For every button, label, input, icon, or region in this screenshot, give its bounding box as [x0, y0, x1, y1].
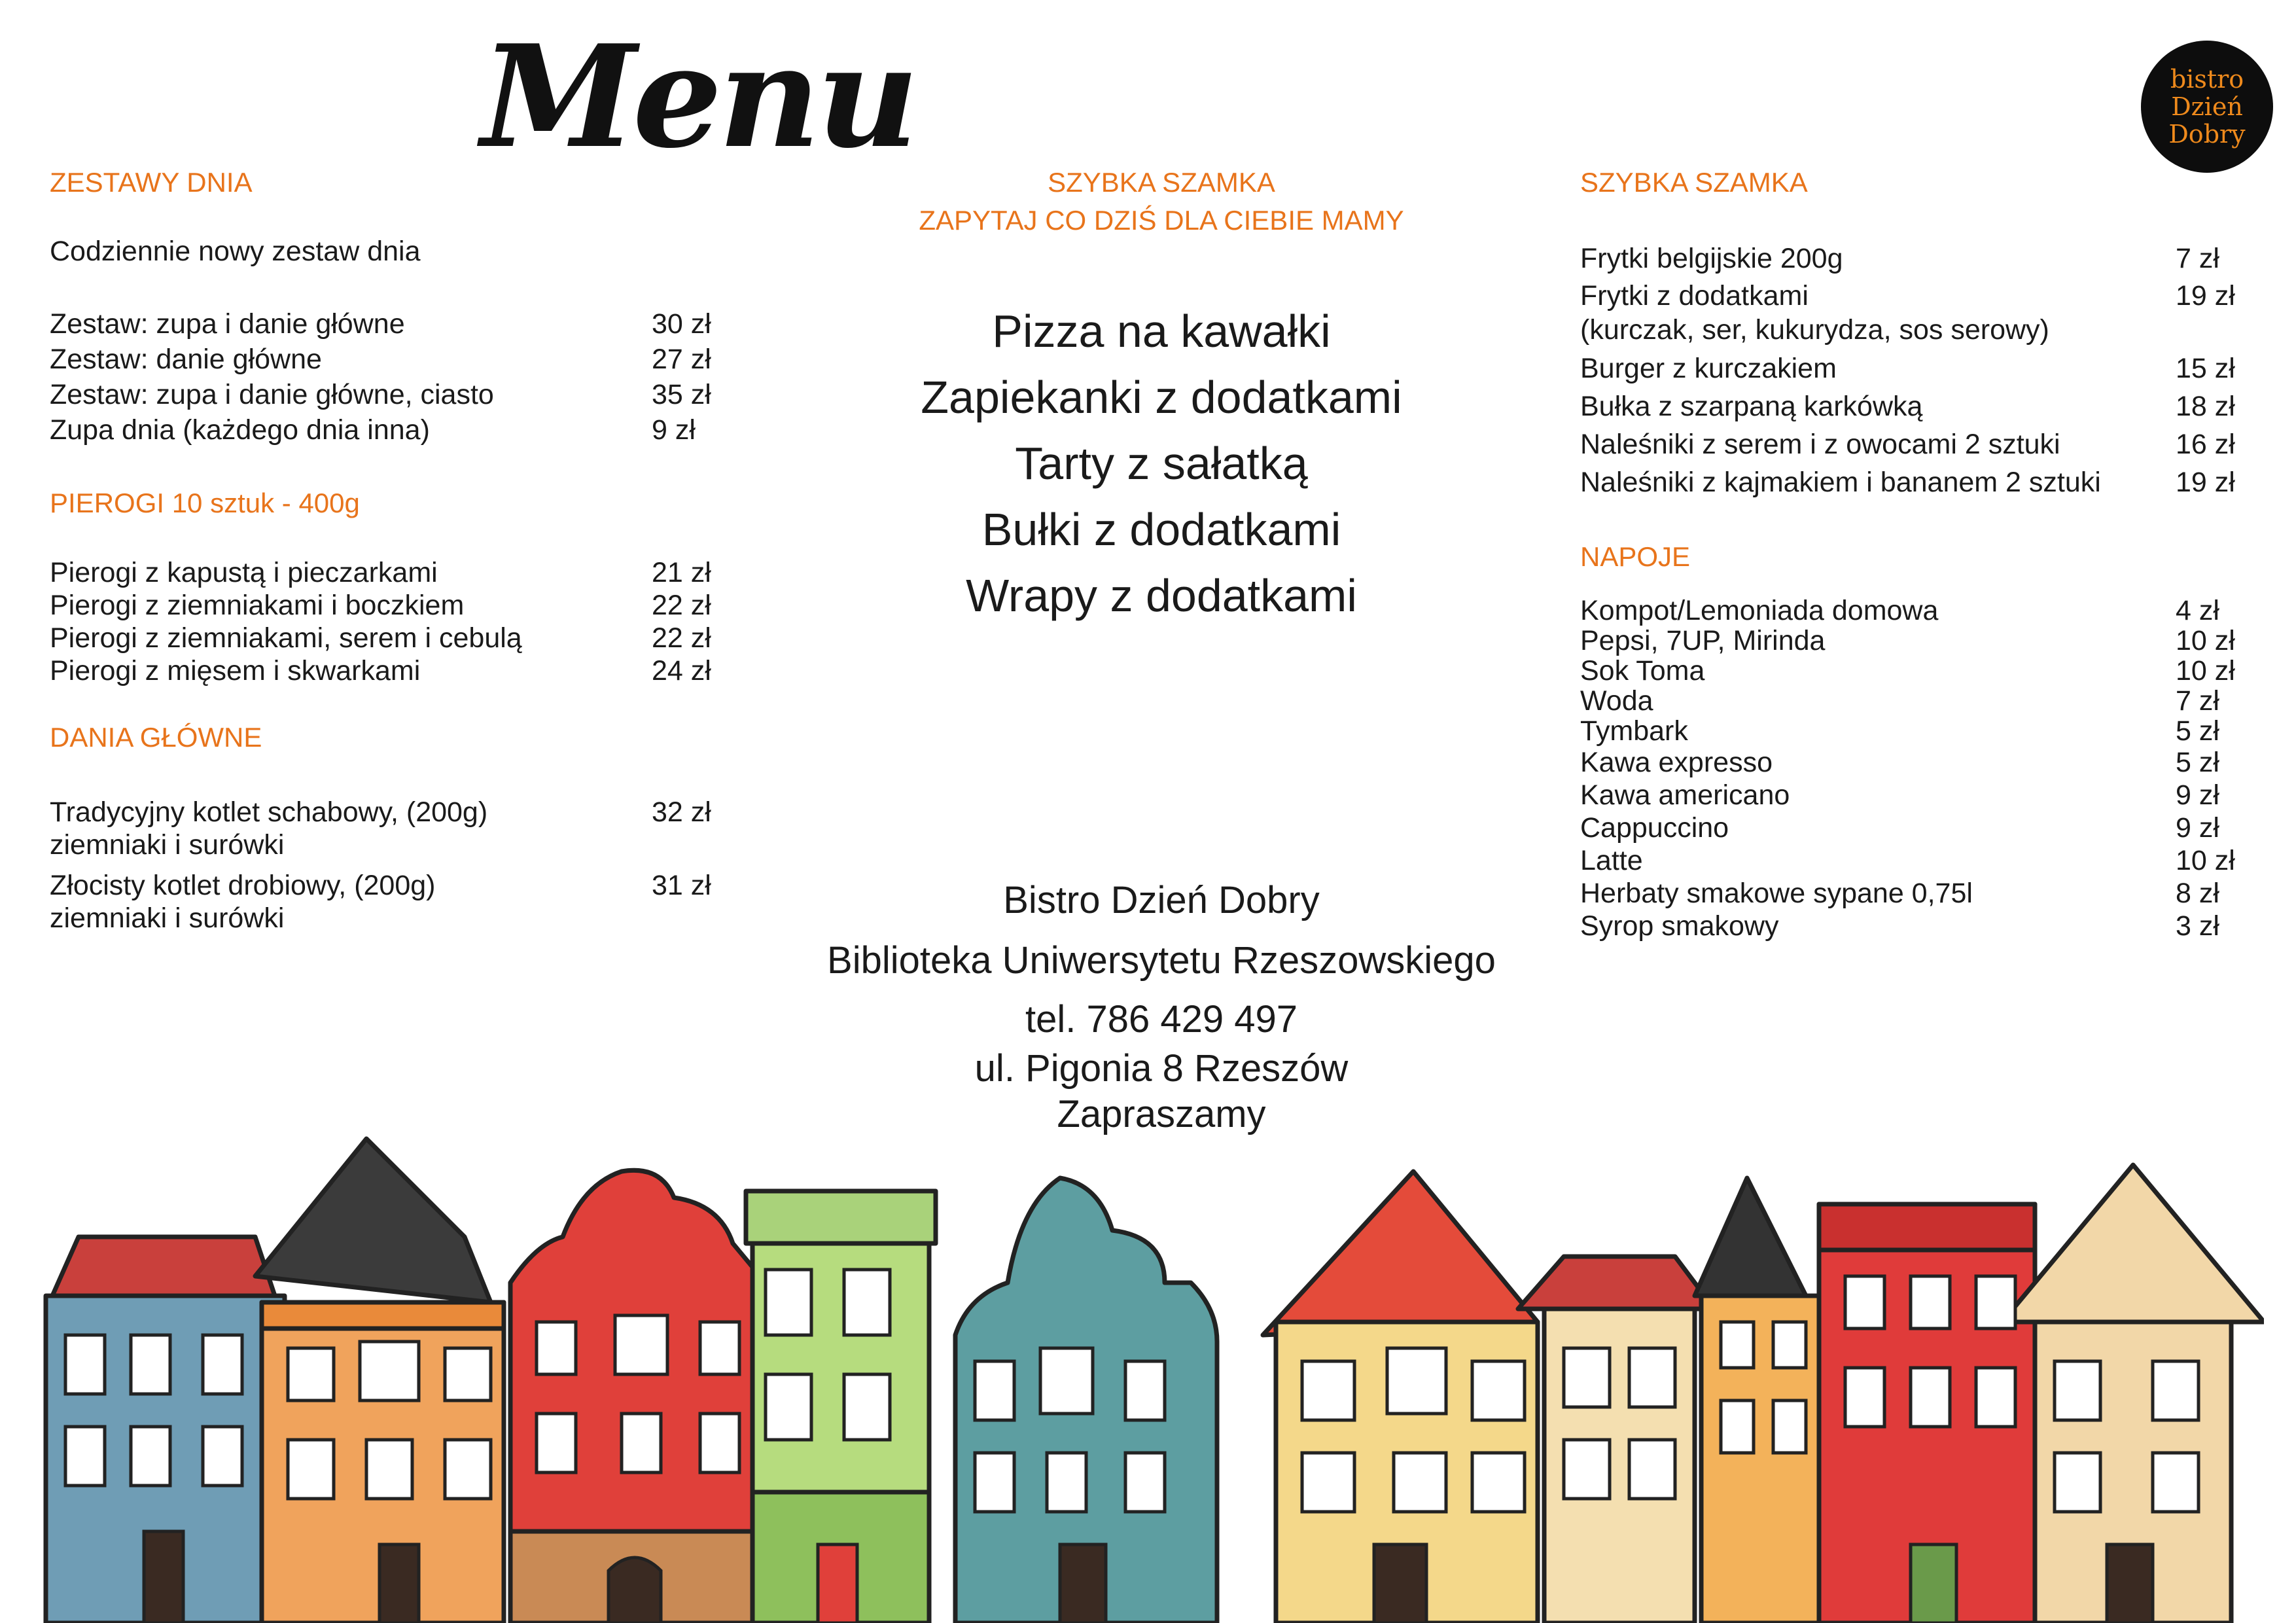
menu-item: Syrop smakowy 3 zł: [1580, 910, 2219, 942]
middle-column: [752, 164, 1570, 629]
quick-food-list: [752, 298, 1570, 629]
menu-item: Herbaty smakowe sypane 0,75l 8 zł: [1580, 878, 2219, 909]
menu-item: Kompot/Lemoniada domowa 4 zł: [1580, 595, 2219, 626]
left-column: [50, 164, 717, 935]
address: ul. Pigonia 8 Rzeszów: [974, 1047, 1349, 1090]
list-item: Pizza na kawałki: [992, 306, 1331, 357]
menu-item: Cappuccino 9 zł: [1580, 812, 2219, 844]
section-heading-napoje: NAPOJE: [1580, 541, 1691, 572]
menu-item: Naleśniki z kajmakiem i bananem 2 sztuki 19 zł: [1580, 467, 2235, 498]
logo-line: bistro: [2170, 65, 2244, 94]
menu-item: Pierogi z ziemniakami, serem i cebulą 22 zł: [50, 622, 711, 654]
menu-item: Zestaw: zupa i danie główne 30 zł: [50, 308, 711, 340]
menu-item: Pierogi z kapustą i pieczarkami 21 zł: [50, 557, 711, 588]
list-item: Tarty z sałatką: [1015, 438, 1308, 489]
menu-title: Menu: [481, 14, 915, 179]
phone: tel. 786 429 497: [1025, 998, 1298, 1041]
menu-item: Burger z kurczakiem 15 zł: [1580, 353, 2235, 384]
invite: Zapraszamy: [1057, 1093, 1266, 1135]
menu-item: Frytki belgijskie 200g 7 zł: [1580, 243, 2219, 274]
section-heading-pierogi: PIEROGI 10 sztuk - 400g: [50, 488, 360, 518]
logo-line: Dobry: [2168, 120, 2246, 149]
menu-item: Kawa expresso 5 zł: [1580, 747, 2219, 778]
section-heading-szamka: SZYBKA SZAMKA: [1580, 167, 1808, 198]
place-name: Biblioteka Uniwersytetu Rzeszowskiego: [827, 939, 1496, 982]
list-item: Zapiekanki z dodatkami: [921, 372, 1402, 423]
menu-item: Tymbark 5 zł: [1580, 715, 2219, 747]
section-heading-dania: DANIA GŁÓWNE: [50, 722, 262, 753]
menu-item: Zupa dnia (każdego dnia inna) 9 zł: [50, 414, 696, 446]
menu-item: Złocisty kotlet drobiowy, (200g) ziemniaki i surówki 31 zł: [50, 870, 711, 934]
menu-item: Naleśniki z serem i z owocami 2 sztuki 16 zł: [1580, 429, 2235, 460]
contact-block: [752, 870, 1570, 1137]
menu-item: Sok Toma 10 zł: [1580, 655, 2235, 687]
menu-item: Zestaw: zupa i danie główne, ciasto 35 zł: [50, 379, 711, 410]
logo-line: Dzień: [2171, 92, 2243, 121]
menu-item: Tradycyjny kotlet schabowy, (200g) ziemniaki i surówki 32 zł: [50, 796, 711, 861]
menu-item: Pierogi z mięsem i skwarkami 24 zł: [50, 655, 711, 687]
menu-item: Zestaw: danie główne 27 zł: [50, 344, 711, 375]
houses-illustration: [39, 1126, 2264, 1623]
list-item: Wrapy z dodatkami: [966, 570, 1357, 621]
menu-item: Frytki z dodatkami (kurczak, ser, kukurydza, sos serowy) 19 zł: [1580, 280, 2235, 346]
menu-item: Woda 7 zł: [1580, 685, 2219, 717]
menu-item: Bułka z szarpaną karkówką 18 zł: [1580, 391, 2235, 422]
right-column: [1580, 164, 2241, 942]
zestaw-intro: Codziennie nowy zestaw dnia: [50, 236, 421, 267]
mid-heading: SZYBKA SZAMKA: [1048, 167, 1275, 198]
bistro-logo: [2141, 41, 2273, 173]
mid-subheading: ZAPYTAJ CO DZIŚ DLA CIEBIE MAMY: [919, 205, 1404, 236]
menu-item: Kawa americano 9 zł: [1580, 779, 2219, 811]
bistro-name: Bistro Dzień Dobry: [1003, 879, 1320, 921]
list-item: Bułki z dodatkami: [981, 504, 1341, 555]
section-heading-zestawy: ZESTAWY DNIA: [50, 167, 253, 198]
menu-item: Latte 10 zł: [1580, 845, 2235, 876]
menu-item: Pepsi, 7UP, Mirinda 10 zł: [1580, 625, 2235, 656]
menu-item: Pierogi z ziemniakami i boczkiem 22 zł: [50, 590, 711, 621]
